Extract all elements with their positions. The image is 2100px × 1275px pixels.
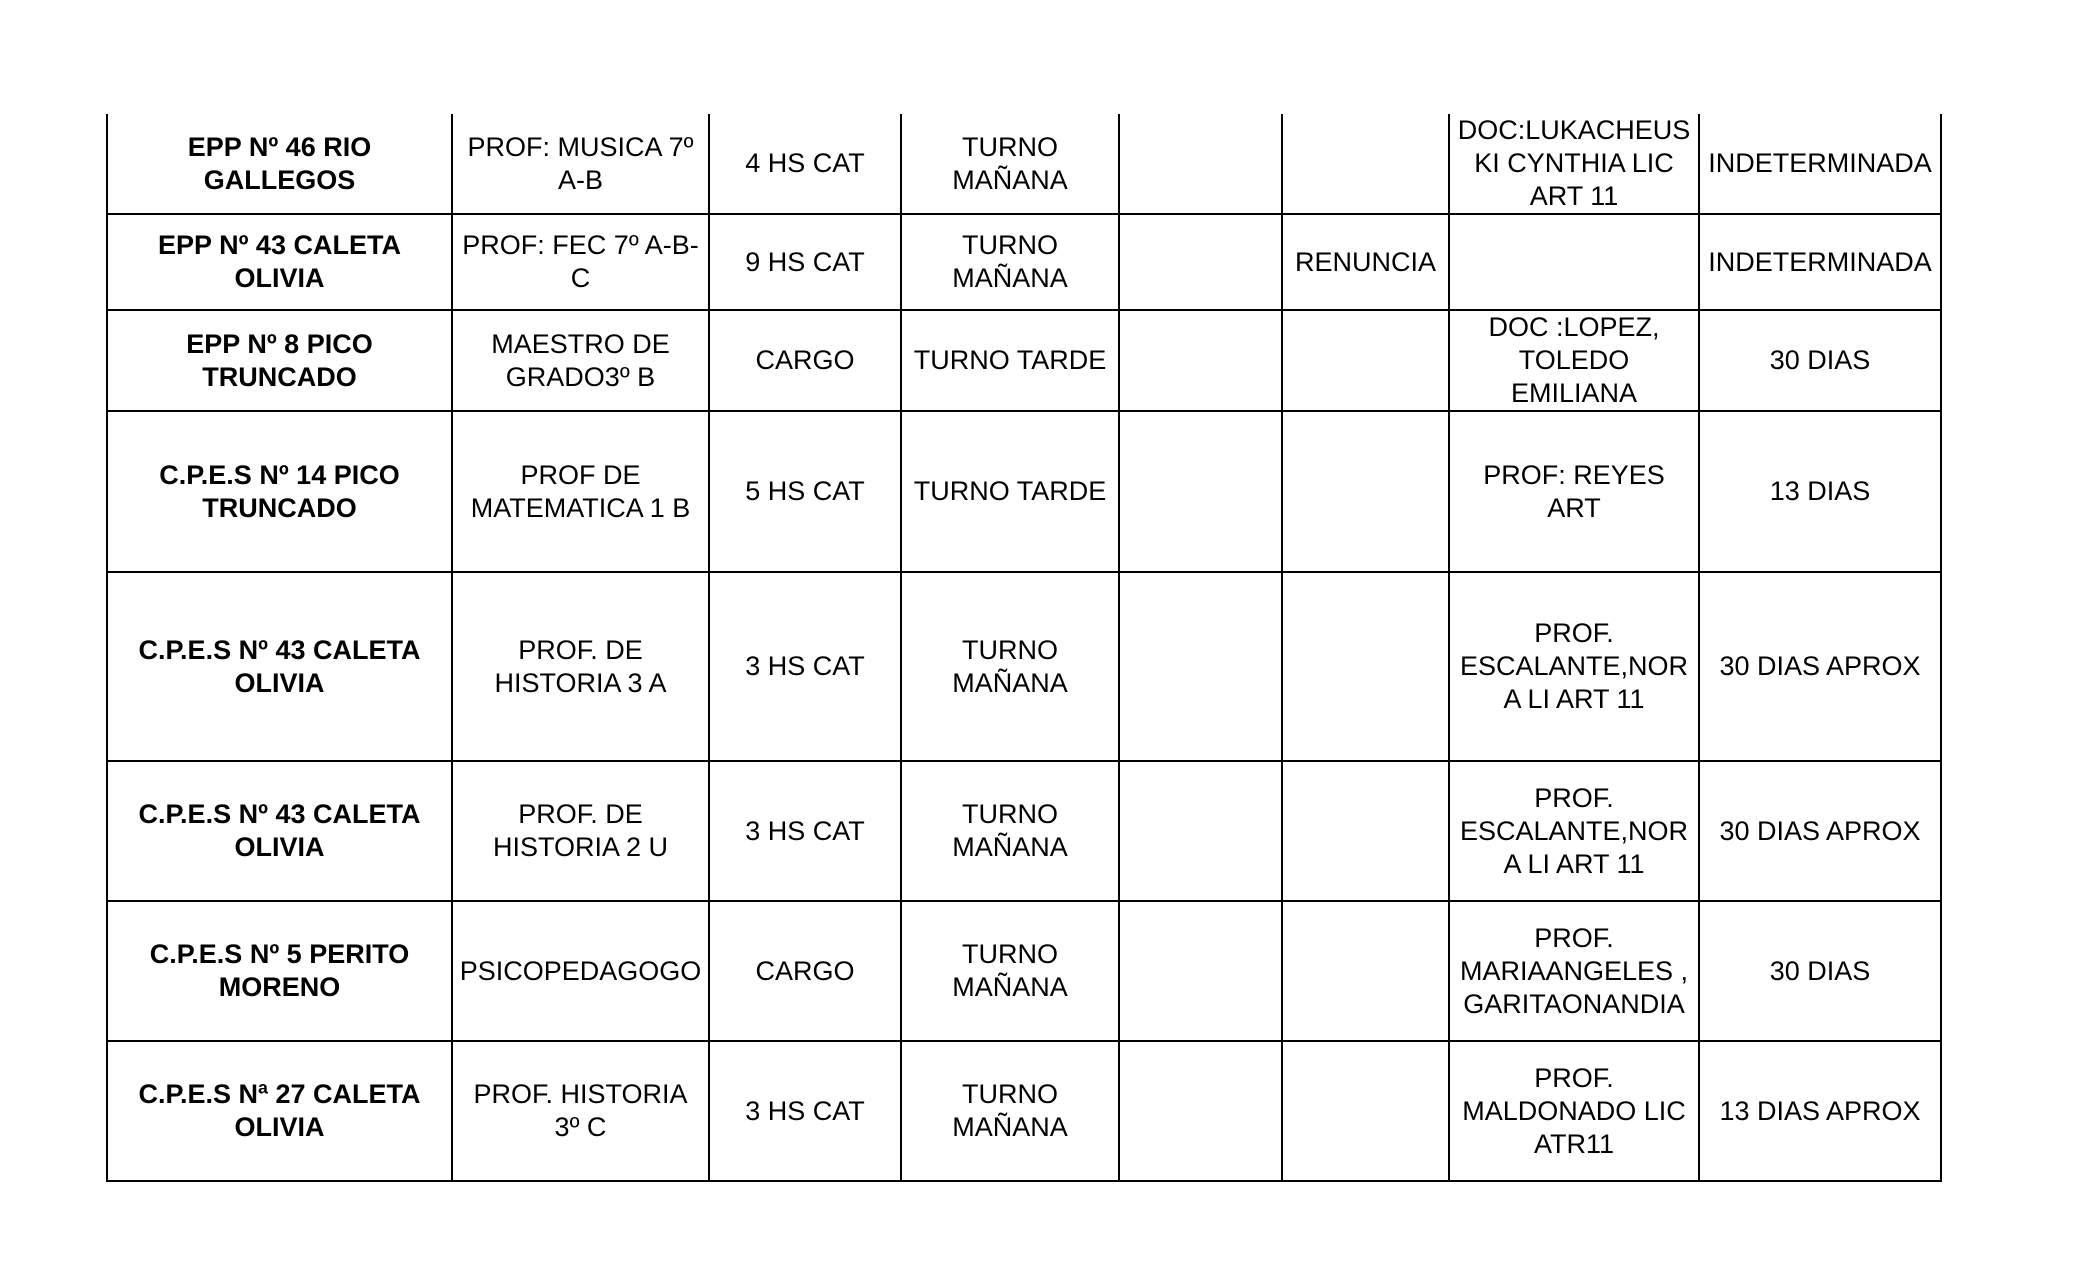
hours-cell: 4 HS CAT xyxy=(709,114,901,214)
table-row xyxy=(107,1041,1941,1181)
duration-cell: 30 DIAS xyxy=(1699,310,1941,411)
hours-cell: 3 HS CAT xyxy=(709,572,901,761)
reason-cell xyxy=(1282,411,1449,572)
shift-cell: TURNO MAÑANA xyxy=(901,572,1119,761)
replaces-cell: PROF: REYES ART xyxy=(1449,411,1699,572)
replaces-cell xyxy=(1449,214,1699,310)
position-cell: PROF: MUSICA 7º A-B xyxy=(452,114,709,214)
school-cell: C.P.E.S Nº 43 CALETA OLIVIA xyxy=(107,761,452,901)
vacancy-table xyxy=(106,114,1942,1182)
reason-cell xyxy=(1282,761,1449,901)
replaces-cell: PROF. MALDONADO LIC ATR11 xyxy=(1449,1041,1699,1181)
duration-cell: INDETERMINADA xyxy=(1699,114,1941,214)
replaces-cell: DOC :LOPEZ, TOLEDO EMILIANA xyxy=(1449,310,1699,411)
reason-cell xyxy=(1282,901,1449,1041)
duration-cell: INDETERMINADA xyxy=(1699,214,1941,310)
school-cell: EPP Nº 43 CALETA OLIVIA xyxy=(107,214,452,310)
replaces-cell: DOC:LUKACHEUSKI CYNTHIA LIC ART 11 xyxy=(1449,114,1699,214)
school-cell: C.P.E.S Nº 5 PERITO MORENO xyxy=(107,901,452,1041)
position-cell: PSICOPEDAGOGO xyxy=(452,901,709,1041)
position-cell: PROF. DE HISTORIA 2 U xyxy=(452,761,709,901)
duration-cell: 30 DIAS APROX xyxy=(1699,761,1941,901)
position-cell: PROF DE MATEMATICA 1 B xyxy=(452,411,709,572)
table-row xyxy=(107,411,1941,572)
shift-cell: TURNO MAÑANA xyxy=(901,114,1119,214)
position-cell: PROF: FEC 7º A-B-C xyxy=(452,214,709,310)
school-cell: C.P.E.S Nº 14 PICO TRUNCADO xyxy=(107,411,452,572)
empty-cell xyxy=(1119,901,1282,1041)
reason-cell: RENUNCIA xyxy=(1282,214,1449,310)
school-cell: C.P.E.S Nª 27 CALETA OLIVIA xyxy=(107,1041,452,1181)
replaces-cell: PROF. ESCALANTE,NORA LI ART 11 xyxy=(1449,572,1699,761)
table-row xyxy=(107,214,1941,310)
reason-cell xyxy=(1282,114,1449,214)
empty-cell xyxy=(1119,114,1282,214)
duration-cell: 13 DIAS APROX xyxy=(1699,1041,1941,1181)
replaces-cell: PROF. ESCALANTE,NORA LI ART 11 xyxy=(1449,761,1699,901)
table-row xyxy=(107,901,1941,1041)
empty-cell xyxy=(1119,572,1282,761)
reason-cell xyxy=(1282,310,1449,411)
duration-cell: 30 DIAS xyxy=(1699,901,1941,1041)
shift-cell: TURNO MAÑANA xyxy=(901,1041,1119,1181)
school-cell: EPP Nº 8 PICO TRUNCADO xyxy=(107,310,452,411)
table-row xyxy=(107,310,1941,411)
hours-cell: CARGO xyxy=(709,310,901,411)
empty-cell xyxy=(1119,310,1282,411)
replaces-cell: PROF. MARIAANGELES , GARITAONANDIA xyxy=(1449,901,1699,1041)
shift-cell: TURNO TARDE xyxy=(901,310,1119,411)
hours-cell: 9 HS CAT xyxy=(709,214,901,310)
position-cell: MAESTRO DE GRADO3º B xyxy=(452,310,709,411)
hours-cell: 3 HS CAT xyxy=(709,1041,901,1181)
school-cell: EPP Nº 46 RIO GALLEGOS xyxy=(107,114,452,214)
school-cell: C.P.E.S Nº 43 CALETA OLIVIA xyxy=(107,572,452,761)
reason-cell xyxy=(1282,1041,1449,1181)
shift-cell: TURNO MAÑANA xyxy=(901,761,1119,901)
hours-cell: CARGO xyxy=(709,901,901,1041)
table-row xyxy=(107,114,1941,214)
duration-cell: 30 DIAS APROX xyxy=(1699,572,1941,761)
shift-cell: TURNO TARDE xyxy=(901,411,1119,572)
position-cell: PROF. HISTORIA 3º C xyxy=(452,1041,709,1181)
empty-cell xyxy=(1119,761,1282,901)
empty-cell xyxy=(1119,1041,1282,1181)
reason-cell xyxy=(1282,572,1449,761)
table-row xyxy=(107,761,1941,901)
hours-cell: 5 HS CAT xyxy=(709,411,901,572)
empty-cell xyxy=(1119,214,1282,310)
shift-cell: TURNO MAÑANA xyxy=(901,901,1119,1041)
table-row xyxy=(107,572,1941,761)
hours-cell: 3 HS CAT xyxy=(709,761,901,901)
empty-cell xyxy=(1119,411,1282,572)
shift-cell: TURNO MAÑANA xyxy=(901,214,1119,310)
duration-cell: 13 DIAS xyxy=(1699,411,1941,572)
position-cell: PROF. DE HISTORIA 3 A xyxy=(452,572,709,761)
